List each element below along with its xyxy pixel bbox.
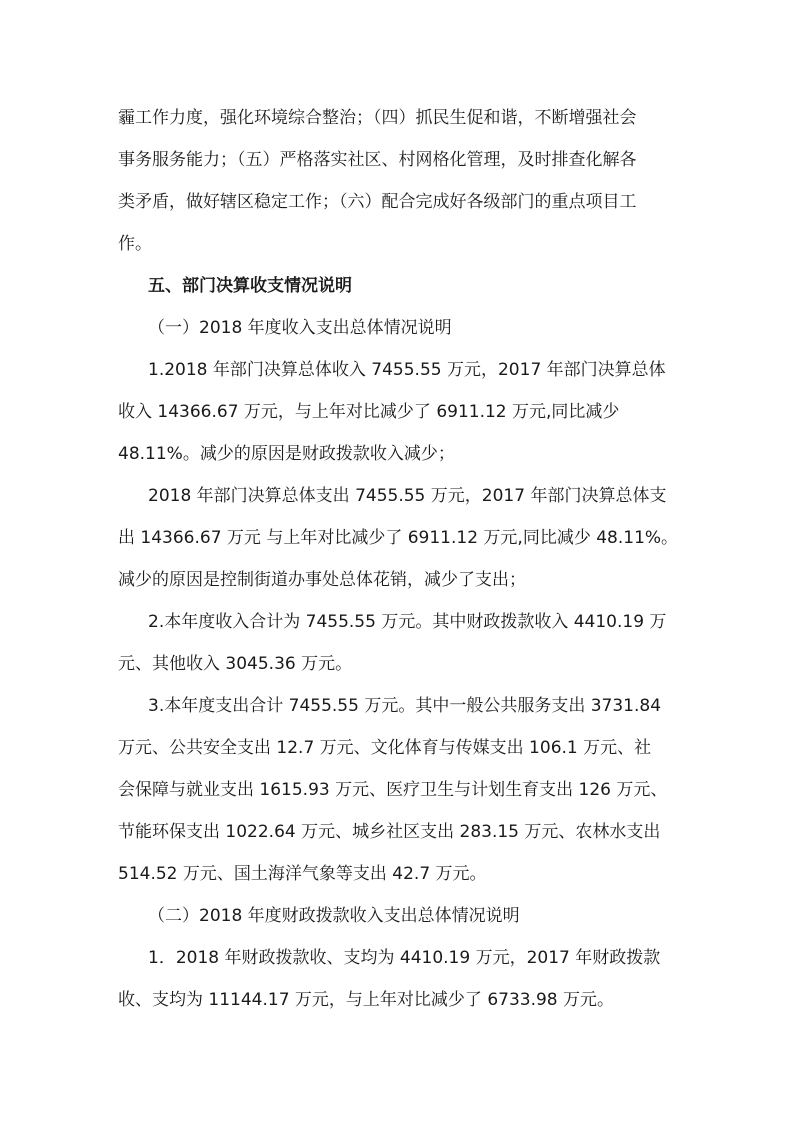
- body-line-7: 1.2018 年部门决算总体收入 7455.55 万元，2017 年部门决算总体: [148, 360, 666, 380]
- body-line-10: 2018 年部门决算总体支出 7455.55 万元，2017 年部门决算总体支: [148, 486, 667, 506]
- body-line-18: 节能环保支出 1022.64 万元、城乡社区支出 283.15 万元、农林水支出: [118, 822, 661, 842]
- body-line-3: 类矛盾，做好辖区稳定工作；（六）配合完成好各级部门的重点项目工: [118, 192, 637, 212]
- subsection-heading-1: （一）2018 年度收入支出总体情况说明: [148, 318, 452, 338]
- body-line-22: 收、支均为 11144.17 万元，与上年对比减少了 6733.98 万元。: [118, 990, 615, 1010]
- body-line-4: 作。: [118, 234, 152, 254]
- subsection-heading-2: （二）2018 年度财政拨款收入支出总体情况说明: [148, 906, 520, 926]
- body-line-8: 收入 14366.67 万元，与上年对比减少了 6911.12 万元,同比减少: [118, 402, 620, 422]
- body-line-21: 1．2018 年财政拨款收、支均为 4410.19 万元，2017 年财政拨款: [148, 948, 661, 968]
- body-line-17: 会保障与就业支出 1615.93 万元、医疗卫生与计划生育支出 126 万元、: [118, 780, 668, 800]
- body-line-12: 减少的原因是控制街道办事处总体花销，减少了支出；: [118, 570, 526, 590]
- body-line-15: 3.本年度支出合计 7455.55 万元。其中一般公共服务支出 3731.84: [148, 696, 662, 716]
- body-line-19: 514.52 万元、国土海洋气象等支出 42.7 万元。: [118, 864, 487, 884]
- body-line-11: 出 14366.67 万元 与上年对比减少了 6911.12 万元,同比减少 48.11%。: [118, 528, 679, 548]
- body-line-13: 2.本年度收入合计为 7455.55 万元。其中财政拨款收入 4410.19 万: [148, 612, 667, 632]
- body-line-16: 万元、公共安全支出 12.7 万元、文化体育与传媒支出 106.1 万元、社: [118, 738, 652, 758]
- body-line-14: 元、其他收入 3045.36 万元。: [118, 654, 353, 674]
- body-line-9: 48.11%。减少的原因是财政拨款收入减少；: [118, 444, 455, 464]
- body-line-1: 霾工作力度，强化环境综合整治；（四）抓民生促和谐，不断增强社会: [118, 108, 637, 128]
- section-heading: 五、部门决算收支情况说明: [148, 276, 352, 296]
- body-line-2: 事务服务能力；（五）严格落实社区、村网格化管理，及时排查化解各: [118, 150, 637, 170]
